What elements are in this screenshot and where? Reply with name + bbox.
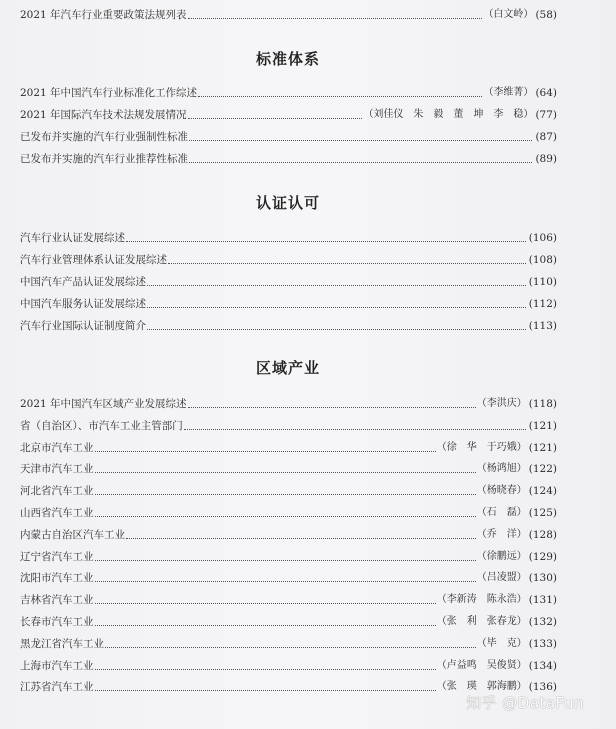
- entry-page: (121): [528, 419, 557, 432]
- entry-page: (136): [528, 681, 557, 694]
- entry-title: 汽车行业国际认证制度简介: [20, 320, 146, 332]
- entry-title: 北京市汽车工业: [20, 441, 94, 454]
- entry-author: （杨晓春）: [476, 485, 527, 497]
- toc-entry: [20, 504, 557, 520]
- entry-page: (121): [528, 441, 557, 454]
- toc-entry: [20, 395, 557, 411]
- toc-entry: [20, 460, 557, 476]
- toc-entry: [20, 295, 557, 311]
- toc-entry: [20, 635, 557, 651]
- section-heading: 标准体系: [255, 50, 320, 68]
- entry-page: (64): [535, 87, 557, 99]
- entry-title: 长春市汽车工业: [20, 616, 94, 628]
- entry-title: 辽宁省汽车工业: [20, 550, 94, 563]
- dot-leader: [95, 494, 476, 495]
- entry-author: （石 磊）: [476, 507, 527, 518]
- entry-author: （吕凌盟）: [476, 572, 527, 584]
- dot-leader: [95, 669, 436, 670]
- entry-author: （刘佳仪 朱 毅 董 坤 李 稳）: [363, 109, 534, 120]
- dot-leader: [95, 451, 436, 452]
- dot-leader: [147, 329, 526, 330]
- dot-leader: [147, 285, 526, 286]
- entry-page: (122): [528, 463, 557, 476]
- entry-page: (106): [528, 232, 557, 244]
- entry-title: 中国汽车服务认证发展综述: [20, 298, 146, 310]
- toc-entry: [20, 548, 557, 564]
- dot-leader: [189, 140, 532, 141]
- toc-entry: [20, 482, 557, 498]
- entry-title: 汽车行业认证发展综述: [20, 232, 125, 244]
- toc-entry: [20, 251, 557, 267]
- entry-page: (113): [528, 320, 557, 332]
- dot-leader: [189, 162, 532, 163]
- dot-leader: [95, 516, 476, 517]
- entry-title: 中国汽车产品认证发展综述: [20, 276, 146, 288]
- dot-leader: [95, 472, 476, 473]
- toc-entry: [20, 439, 557, 455]
- toc-entry: [20, 591, 557, 607]
- dot-leader: [147, 307, 526, 308]
- entry-page: (130): [528, 572, 557, 585]
- entry-title: 吉林省汽车工业: [20, 594, 94, 607]
- dot-leader: [95, 690, 436, 691]
- watermark: 知乎 @DataFun: [466, 694, 584, 712]
- toc-entry: [20, 229, 557, 245]
- toc-entry: [20, 569, 557, 585]
- entry-title: 2021 年中国汽车区域产业发展综述: [20, 398, 187, 410]
- dot-leader: [95, 603, 436, 604]
- entry-page: (133): [528, 637, 557, 650]
- entry-page: (58): [535, 9, 557, 21]
- toc-entry: [20, 150, 557, 166]
- entry-title: 已发布并实施的汽车行业强制性标准: [20, 131, 188, 143]
- toc-entry: [20, 6, 557, 22]
- entry-page: (131): [528, 594, 557, 607]
- entry-page: (108): [528, 254, 557, 266]
- dot-leader: [198, 96, 482, 97]
- entry-author: （李维菁）: [483, 87, 534, 98]
- entry-author: （李新涛 陈永浩）: [436, 594, 527, 606]
- entry-title: 已发布并实施的汽车行业推荐性标准: [20, 153, 188, 165]
- entry-title: 2021 年中国汽车行业标准化工作综述: [20, 87, 198, 99]
- toc-entry: [20, 417, 557, 433]
- entry-author: （杨鸿旭）: [476, 463, 527, 475]
- entry-page: (89): [535, 153, 557, 165]
- entry-author: （徐鹏远）: [476, 550, 527, 562]
- entry-title: 汽车行业管理体系认证发展综述: [20, 254, 167, 266]
- entry-author: （张 利 张春龙）: [436, 616, 527, 627]
- entry-title: 上海市汽车工业: [20, 659, 94, 672]
- entry-title: 河北省汽车工业: [20, 485, 94, 498]
- entry-author: （白文岭）: [483, 9, 534, 20]
- entry-author: （李洪庆）: [476, 398, 527, 409]
- entry-title: 2021 年国际汽车技术法规发展情况: [20, 109, 187, 121]
- toc-entry: [20, 84, 557, 100]
- entry-title: 黑龙江省汽车工业: [20, 637, 104, 650]
- dot-leader: [168, 263, 526, 264]
- entry-page: (128): [528, 528, 557, 541]
- dot-leader: [95, 560, 476, 561]
- entry-page: (129): [528, 550, 557, 563]
- entry-page: (134): [528, 659, 557, 672]
- dot-leader: [95, 581, 476, 582]
- entry-page: (112): [528, 298, 557, 310]
- dot-leader: [188, 118, 363, 119]
- entry-title: 省（自治区）、市汽车工业主管部门: [20, 419, 183, 432]
- entry-title: 江苏省汽车工业: [20, 681, 94, 694]
- entry-author: （毕 克）: [476, 637, 527, 649]
- entry-page: (124): [528, 485, 557, 498]
- entry-title: 2021 年汽车行业重要政策法规列表: [20, 9, 187, 21]
- entry-page: (77): [535, 109, 557, 121]
- toc-entry: [20, 657, 557, 673]
- toc-entry: [20, 128, 557, 144]
- entry-page: (118): [528, 398, 557, 410]
- entry-author: （张 瑛 郭海鹏）: [436, 681, 527, 693]
- dot-leader: [126, 241, 526, 242]
- dot-leader: [105, 647, 476, 648]
- entry-title: 天津市汽车工业: [20, 463, 94, 476]
- entry-author: （徐 华 于巧娥）: [436, 441, 527, 453]
- entry-page: (110): [528, 276, 557, 288]
- section-heading: 认证认可: [255, 194, 320, 212]
- toc-entry: [20, 613, 557, 629]
- dot-leader: [188, 407, 476, 408]
- dot-leader: [188, 18, 483, 19]
- toc-entry: [20, 273, 557, 289]
- toc-entry: [20, 317, 557, 333]
- dot-leader: [126, 538, 476, 539]
- dot-leader: [184, 429, 526, 430]
- entry-title: 山西省汽车工业: [20, 507, 94, 519]
- entry-title: 沈阳市汽车工业: [20, 572, 94, 585]
- entry-page: (132): [528, 616, 557, 628]
- entry-title: 内蒙古自治区汽车工业: [20, 528, 125, 541]
- entry-page: (125): [528, 507, 557, 519]
- toc-entry: [20, 106, 557, 122]
- section-heading: 区域产业: [255, 359, 320, 377]
- dot-leader: [95, 625, 436, 626]
- entry-author: （乔 洋）: [476, 528, 527, 540]
- entry-author: （卢益鸣 吴俊贤）: [436, 659, 527, 671]
- entry-page: (87): [535, 131, 557, 143]
- toc-entry: [20, 526, 557, 542]
